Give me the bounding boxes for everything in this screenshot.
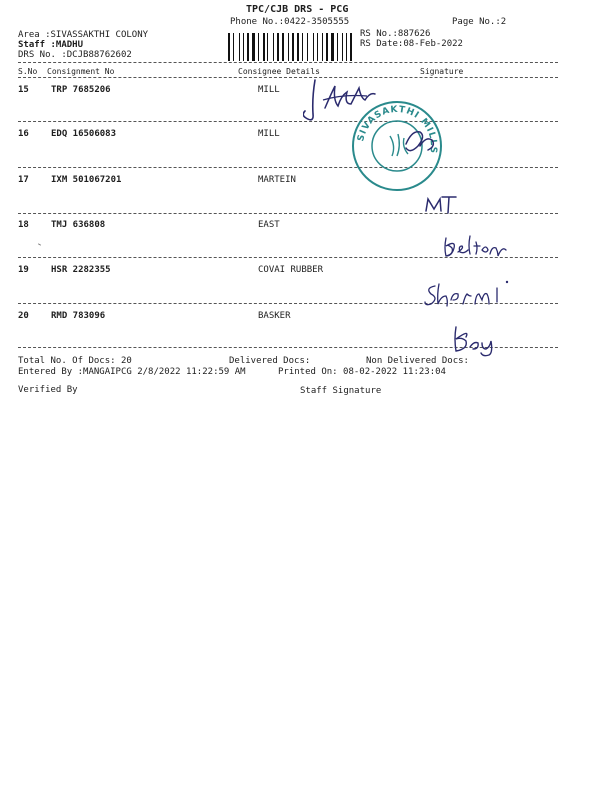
handwritten-signature-belton <box>440 232 512 262</box>
handwritten-initials <box>400 124 440 158</box>
barcode-bar <box>275 33 276 61</box>
total-docs: Total No. Of Docs: 20 <box>18 356 132 366</box>
barcode-bar <box>322 33 323 61</box>
svg-text:SIVASAKTHI MILLS: SIVASAKTHI MILLS <box>356 104 439 155</box>
barcode-bar <box>243 33 244 61</box>
barcode-bar <box>324 33 325 61</box>
column-header-sno: S.No <box>18 67 38 76</box>
barcode-bar <box>228 33 230 61</box>
column-header-consignee: Consignee Details <box>238 67 320 76</box>
barcode-bar <box>337 33 338 61</box>
barcode-bar <box>315 33 316 61</box>
barcode-bar <box>263 33 265 61</box>
barcode-bar <box>252 33 255 61</box>
delivered-docs: Delivered Docs: <box>229 356 311 366</box>
row-sno: 20 <box>18 311 29 321</box>
barcode-bar <box>339 33 341 61</box>
document-title: TPC/CJB DRS - PCG <box>246 4 349 15</box>
barcode-bar <box>295 33 296 61</box>
pen-mark <box>38 243 41 245</box>
printed-on: Printed On: 08-02-2022 11:23:04 <box>278 367 446 377</box>
barcode-bar <box>245 33 246 61</box>
row-consignee: BASKER <box>258 311 291 321</box>
barcode-bar <box>285 33 287 61</box>
barcode-bar <box>273 33 274 61</box>
divider <box>18 77 558 78</box>
row-consignee: MILL <box>258 85 280 95</box>
barcode-bar <box>239 33 240 61</box>
divider <box>18 121 558 122</box>
staff-field: Staff :MADHU <box>18 40 84 50</box>
barcode-bar <box>326 33 328 61</box>
barcode-bar <box>313 33 314 61</box>
barcode-bar <box>231 33 232 61</box>
barcode-bar <box>348 33 349 61</box>
entered-by: Entered By :MANGAIPCG 2/8/2022 11:22:59 AM <box>18 367 246 377</box>
rs-number: RS No.:887626 <box>360 29 431 39</box>
barcode-bar <box>331 33 334 61</box>
barcode-bar <box>290 33 291 61</box>
barcode-bar <box>317 33 319 61</box>
barcode-bar <box>343 33 345 61</box>
row-consignment: EDQ 16506083 <box>51 129 117 139</box>
page-number: Page No.:2 <box>452 17 507 27</box>
barcode-bar <box>302 33 303 61</box>
row-consignment: TMJ 636808 <box>51 220 106 230</box>
row-consignment: IXM 501067201 <box>51 175 122 185</box>
barcode-bar <box>346 33 347 61</box>
handwritten-signature-sharmi <box>423 278 519 312</box>
divider <box>18 167 558 168</box>
row-consignment: RMD 783096 <box>51 311 106 321</box>
row-sno: 18 <box>18 220 29 230</box>
row-sno: 15 <box>18 85 29 95</box>
phone-number: Phone No.:0422-3505555 <box>230 17 350 27</box>
barcode-bar <box>280 33 281 61</box>
barcode-bar <box>247 33 249 61</box>
handwritten-signature-mt <box>420 193 460 217</box>
row-consignment: HSR 2282355 <box>51 265 111 275</box>
barcode-bar <box>304 33 306 61</box>
column-header-consignment: Consignment No <box>47 67 115 76</box>
row-sno: 19 <box>18 265 29 275</box>
verified-by: Verified By <box>18 385 78 395</box>
drs-number: DRS No. :DCJB88762602 <box>18 50 132 60</box>
barcode-bar <box>260 33 262 61</box>
barcode-bar <box>277 33 279 61</box>
staff-signature-label: Staff Signature <box>300 386 382 396</box>
barcode-bar <box>288 33 289 61</box>
barcode-bar <box>307 33 308 61</box>
barcode-bar <box>342 33 343 61</box>
barcode-bar <box>235 33 238 61</box>
barcode-bar <box>350 33 352 61</box>
barcode-bar <box>266 33 267 61</box>
barcode-bar <box>233 33 234 61</box>
barcode-bar <box>292 33 295 61</box>
row-consignee: EAST <box>258 220 280 230</box>
row-consignee: COVAI RUBBER <box>258 265 324 275</box>
barcode-bar <box>267 33 268 61</box>
barcode-bar <box>297 33 299 61</box>
area-field: Area :SIVASSAKTHI COLONY <box>18 30 149 40</box>
handwritten-signature-bay <box>448 323 504 359</box>
barcode-bar <box>335 33 336 61</box>
handwritten-signature <box>303 74 383 126</box>
non-delivered-docs: Non Delivered Docs: <box>366 356 469 366</box>
barcode-bar <box>282 33 284 61</box>
barcode-bar <box>241 33 243 61</box>
barcode <box>228 33 352 61</box>
divider <box>18 62 558 63</box>
row-sno: 17 <box>18 175 29 185</box>
rs-date: RS Date:08-Feb-2022 <box>360 39 463 49</box>
row-consignment: TRP 7685206 <box>51 85 111 95</box>
barcode-bar <box>256 33 257 61</box>
barcode-bar <box>309 33 312 61</box>
row-consignee: MARTEIN <box>258 175 296 185</box>
column-header-signature: Signature <box>420 67 464 76</box>
barcode-bar <box>269 33 272 61</box>
barcode-bar <box>329 33 330 61</box>
divider <box>18 213 558 214</box>
row-consignee: MILL <box>258 129 280 139</box>
barcode-bar <box>258 33 259 61</box>
row-sno: 16 <box>18 129 29 139</box>
barcode-bar <box>300 33 301 61</box>
barcode-bar <box>250 33 251 61</box>
barcode-bar <box>319 33 321 61</box>
